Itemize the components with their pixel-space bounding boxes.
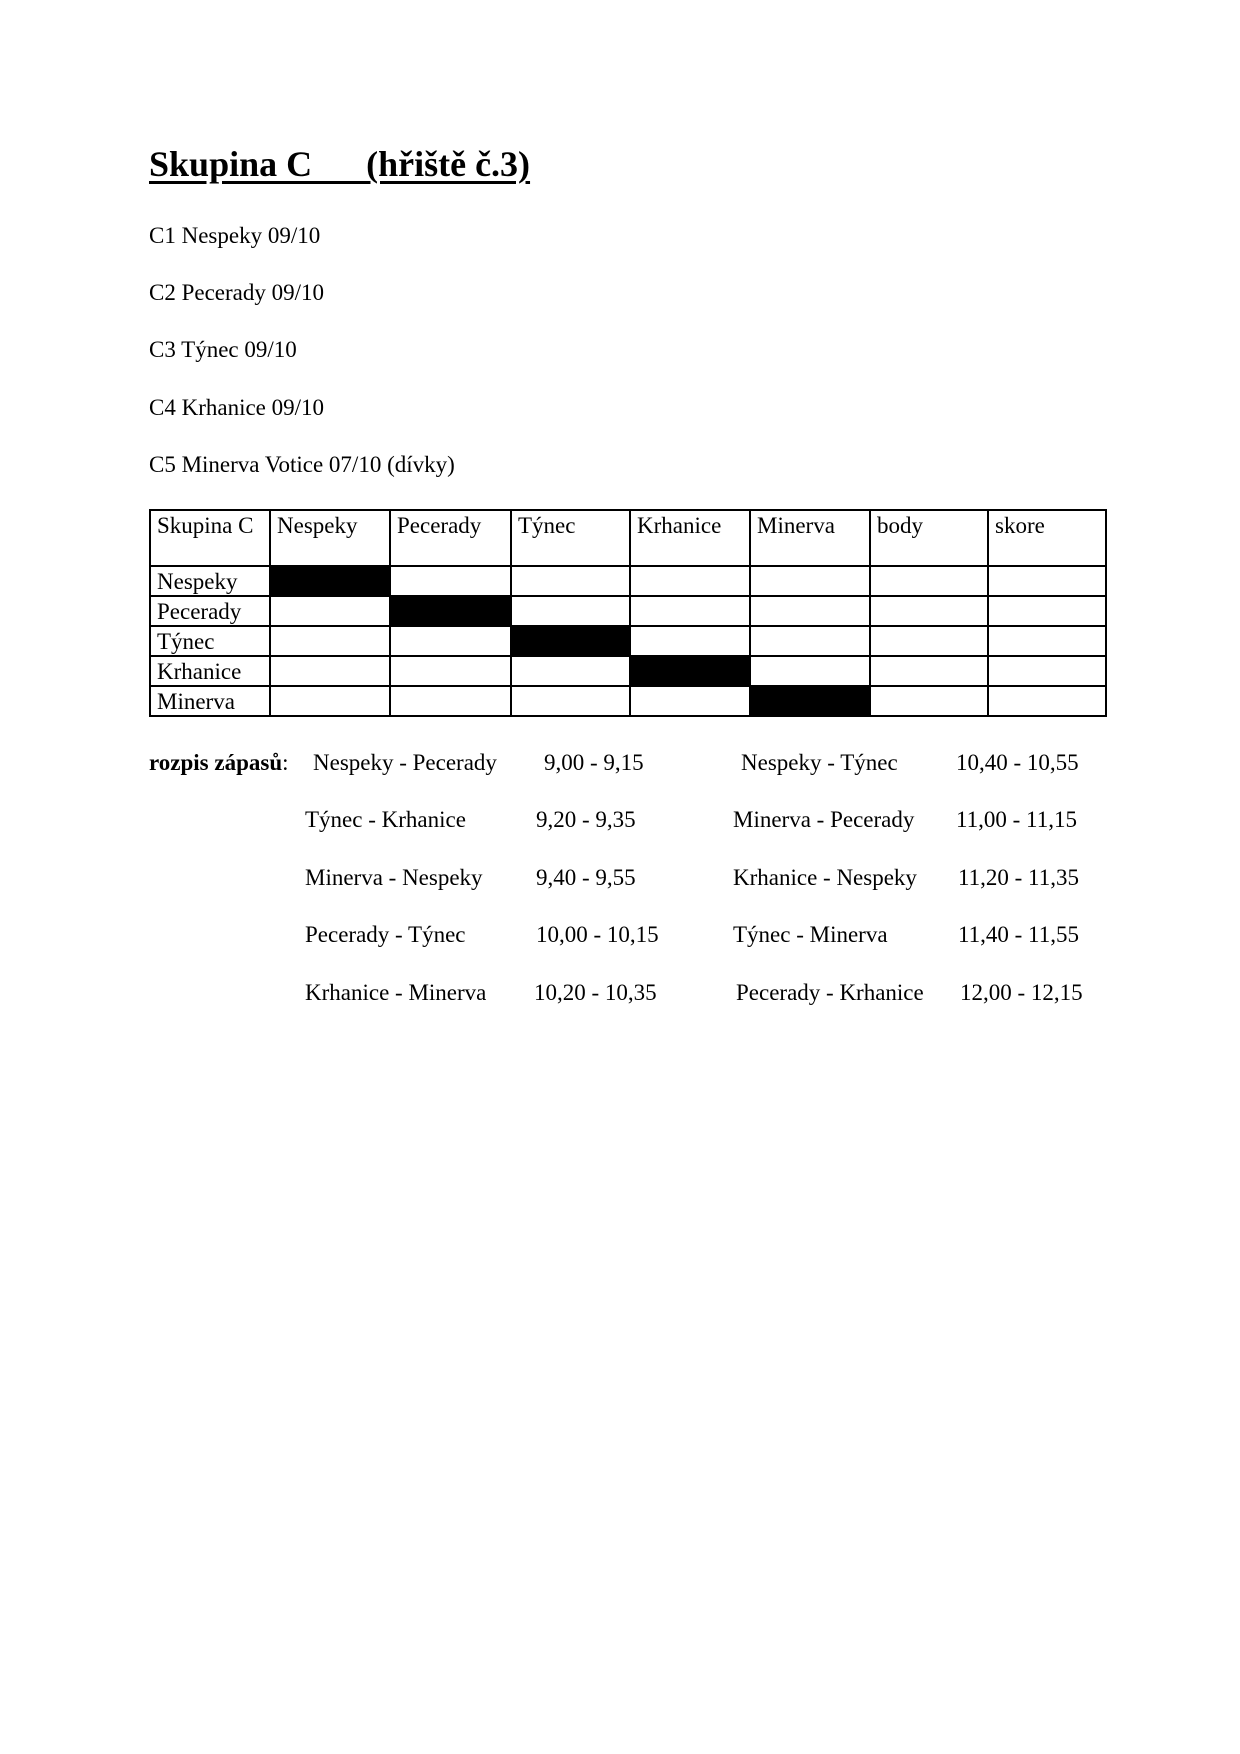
table-header-cell: Skupina C <box>150 510 270 566</box>
match-name: Minerva - Pecerady <box>733 807 915 832</box>
table-cell <box>988 656 1106 686</box>
blocked-cell <box>270 566 390 596</box>
match-time: 9,40 - 9,55 <box>536 865 636 890</box>
table-header-cell: skore <box>988 510 1106 566</box>
match-time: 12,00 - 12,15 <box>960 980 1083 1005</box>
page-title: Skupina C (hřiště č.3) <box>149 144 531 184</box>
schedule-label-text: rozpis zápasů <box>149 750 283 775</box>
table-cell <box>870 656 988 686</box>
match-time: 11,00 - 11,15 <box>956 807 1077 832</box>
match-name: Týnec - Minerva <box>733 922 888 947</box>
team-c4: C4 Krhanice 09/10 <box>149 395 325 420</box>
row-label: Nespeky <box>150 566 270 596</box>
match-time: 10,20 - 10,35 <box>534 980 657 1005</box>
table-row <box>150 626 1106 656</box>
match-name: Pecerady - Krhanice <box>736 980 924 1005</box>
table-cell <box>750 566 870 596</box>
schedule-label-colon: : <box>282 750 289 775</box>
group-table <box>149 509 1107 717</box>
table-row <box>150 566 1106 596</box>
match-name: Minerva - Nespeky <box>305 865 483 890</box>
table-cell <box>270 656 390 686</box>
match-name: Týnec - Krhanice <box>305 807 466 832</box>
team-c2: C2 Pecerady 09/10 <box>149 280 325 305</box>
table-cell <box>870 566 988 596</box>
table-cell <box>511 686 630 716</box>
match-time: 10,40 - 10,55 <box>956 750 1079 775</box>
blocked-cell <box>511 626 630 656</box>
table-header-cell: Pecerady <box>390 510 511 566</box>
match-name: Pecerady - Týnec <box>305 922 466 947</box>
row-label: Krhanice <box>150 656 270 686</box>
match-time: 9,00 - 9,15 <box>544 750 644 775</box>
table-cell <box>390 626 511 656</box>
blocked-cell <box>750 686 870 716</box>
table-cell <box>988 626 1106 656</box>
table-cell <box>630 626 750 656</box>
table-header-cell: Minerva <box>750 510 870 566</box>
table-header-cell: Krhanice <box>630 510 750 566</box>
match-name: Nespeky - Pecerady <box>313 750 497 775</box>
table-header-row <box>150 510 1106 566</box>
table-cell <box>390 566 511 596</box>
table-cell <box>511 656 630 686</box>
table-cell <box>270 596 390 626</box>
blocked-cell <box>390 596 511 626</box>
table-cell <box>988 596 1106 626</box>
match-name: Krhanice - Minerva <box>305 980 487 1005</box>
table-cell <box>630 686 750 716</box>
table-row <box>150 596 1106 626</box>
blocked-cell <box>630 656 750 686</box>
table-header-cell: Nespeky <box>270 510 390 566</box>
table-row <box>150 686 1106 716</box>
team-c3: C3 Týnec 09/10 <box>149 337 297 362</box>
row-label: Minerva <box>150 686 270 716</box>
schedule-label <box>149 751 289 774</box>
table-cell <box>870 626 988 656</box>
match-name: Krhanice - Nespeky <box>733 865 917 890</box>
table-cell <box>630 596 750 626</box>
table-cell <box>750 596 870 626</box>
table-cell <box>511 596 630 626</box>
table-cell <box>270 626 390 656</box>
table-header-cell: Týnec <box>511 510 630 566</box>
row-label: Pecerady <box>150 596 270 626</box>
team-c1: C1 Nespeky 09/10 <box>149 223 321 248</box>
row-label: Týnec <box>150 626 270 656</box>
table-cell <box>630 566 750 596</box>
table-cell <box>870 596 988 626</box>
match-time: 10,00 - 10,15 <box>536 922 659 947</box>
match-name: Nespeky - Týnec <box>741 750 898 775</box>
table-cell <box>511 566 630 596</box>
match-time: 11,20 - 11,35 <box>958 865 1079 890</box>
table-cell <box>390 686 511 716</box>
table-cell <box>988 566 1106 596</box>
team-c5: C5 Minerva Votice 07/10 (dívky) <box>149 452 455 477</box>
match-time: 9,20 - 9,35 <box>536 807 636 832</box>
table-header-cell: body <box>870 510 988 566</box>
table-cell <box>270 686 390 716</box>
table-cell <box>988 686 1106 716</box>
table-cell <box>390 656 511 686</box>
match-time: 11,40 - 11,55 <box>958 922 1079 947</box>
table-cell <box>870 686 988 716</box>
table-cell <box>750 626 870 656</box>
table-row <box>150 656 1106 686</box>
table-cell <box>750 656 870 686</box>
